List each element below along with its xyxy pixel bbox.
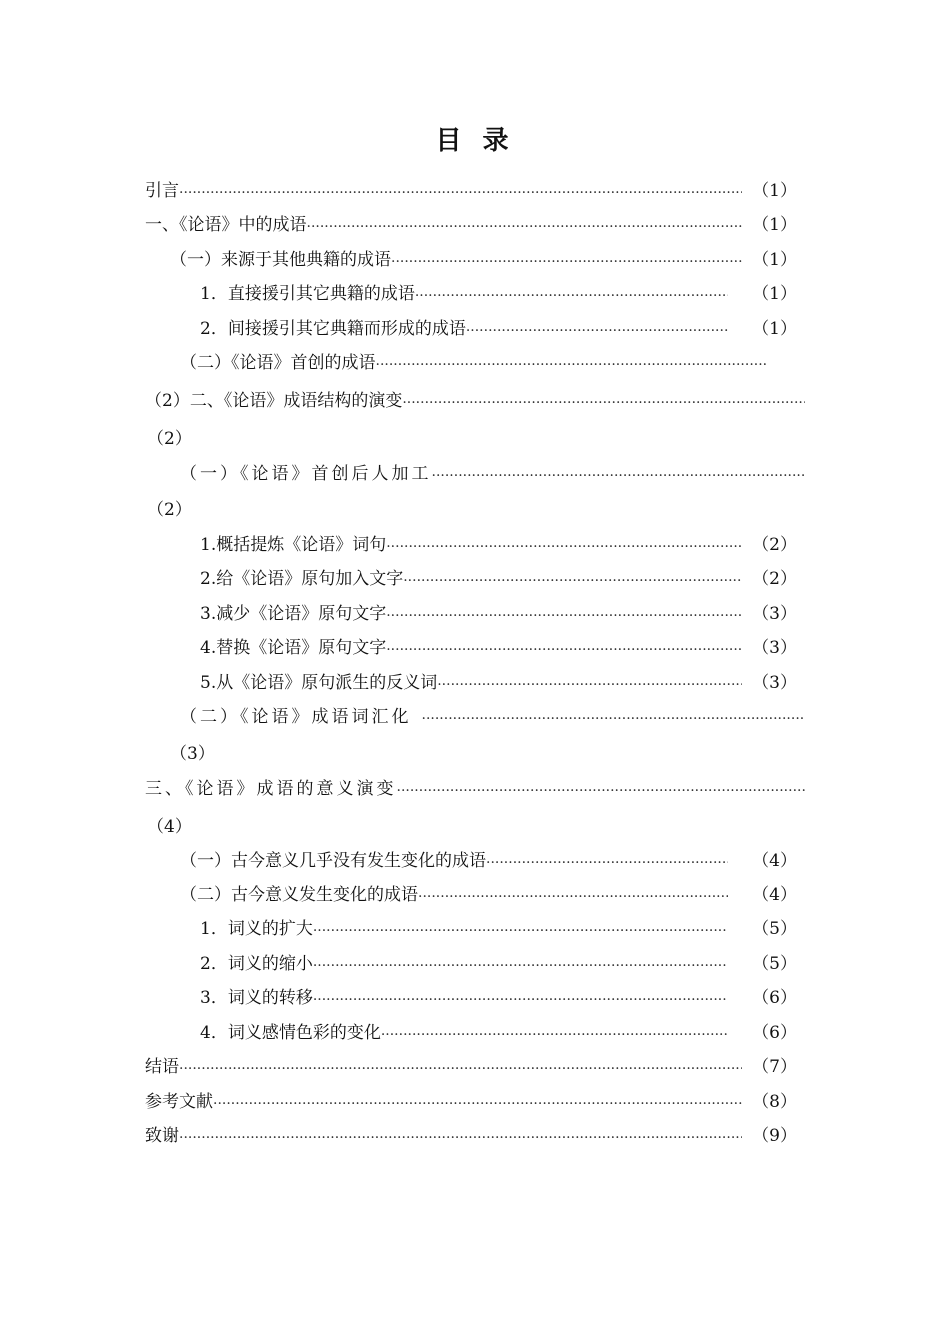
toc-leader-dots	[466, 320, 728, 342]
toc-leader-dots	[307, 216, 743, 238]
toc-leader-dots	[179, 182, 742, 204]
toc-leader-dots	[376, 354, 767, 376]
toc-entry[interactable]	[180, 848, 797, 874]
toc-leader-dots	[386, 536, 742, 558]
toc-wrapped-page: （3）	[170, 744, 215, 764]
toc-wrapped-page: （2）	[147, 500, 192, 520]
toc-entry[interactable]	[180, 350, 768, 376]
toc-leader-dots	[391, 251, 742, 273]
toc-entry-text: 致谢	[145, 1126, 179, 1146]
toc-entry[interactable]	[145, 1123, 797, 1149]
toc-entry-text: 4.替换《论语》原句文字	[200, 638, 387, 658]
toc-entry-text: 引言	[145, 181, 179, 201]
toc-entry-text: （一）《论语》首创后人加工	[180, 464, 432, 484]
toc-entry-text: （2）二、《论语》成语结构的演变	[145, 391, 403, 411]
toc-entry-text: 1.概括提炼《论语》词句	[200, 535, 387, 555]
toc-entry[interactable]	[200, 566, 797, 592]
toc-leader-dots	[313, 920, 728, 942]
toc-entry-text: 2．词义的缩小	[200, 954, 313, 974]
toc-leader-dots	[313, 989, 728, 1011]
toc-entry[interactable]	[145, 388, 807, 414]
toc-page-number: （1）	[752, 319, 797, 339]
toc-entry-text: （二）古今意义发生变化的成语	[180, 885, 418, 905]
toc-leader-dots	[422, 708, 806, 730]
toc-wrapped-page: （4）	[147, 817, 192, 837]
toc-entry[interactable]	[200, 985, 797, 1011]
toc-entry[interactable]	[200, 281, 797, 307]
toc-entry-text: 结语	[145, 1057, 179, 1077]
toc-entry-text: （二）《论语》首创的成语	[180, 353, 376, 373]
toc-entry[interactable]	[200, 601, 797, 627]
toc-leader-dots	[418, 886, 728, 908]
toc-entry[interactable]	[180, 882, 797, 908]
toc-leader-dots	[381, 1024, 728, 1046]
toc-leader-dots	[486, 852, 728, 874]
toc-leader-dots	[179, 1058, 742, 1080]
toc-page-number: （3）	[752, 638, 797, 658]
toc-entry[interactable]	[200, 532, 797, 558]
toc-entry-text: 3．词义的转移	[200, 988, 313, 1008]
toc-page-number: （1）	[752, 181, 797, 201]
toc-entry-text: 1．直接援引其它典籍的成语	[200, 284, 415, 304]
toc-entry-text: （一）古今意义几乎没有发生变化的成语	[180, 851, 486, 871]
toc-entry[interactable]	[200, 316, 797, 342]
toc-leader-dots	[403, 570, 742, 592]
toc-entry[interactable]	[200, 951, 797, 977]
toc-entry[interactable]	[200, 916, 797, 942]
toc-entry-text: （一）来源于其他典籍的成语	[170, 250, 391, 270]
toc-page-number: （3）	[752, 604, 797, 624]
toc-entry[interactable]	[145, 178, 797, 204]
toc-leader-dots	[432, 465, 806, 487]
toc-wrapped-page: （2）	[147, 429, 192, 449]
toc-title: 目 录	[435, 126, 515, 156]
toc-entry-text: 1．词义的扩大	[200, 919, 313, 939]
toc-leader-dots	[437, 674, 742, 696]
toc-entry[interactable]	[145, 212, 797, 238]
toc-page-number: （2）	[752, 569, 797, 589]
toc-entry[interactable]	[180, 704, 807, 730]
toc-page-number: （3）	[752, 673, 797, 693]
toc-entry[interactable]	[145, 776, 807, 802]
toc-entry[interactable]	[145, 1054, 797, 1080]
toc-entry-text: 一、《论语》中的成语	[145, 215, 307, 235]
toc-leader-dots	[386, 605, 742, 627]
toc-entry-text: 5.从《论语》原句派生的反义词	[200, 673, 438, 693]
toc-entry-text: 参考文献	[145, 1092, 213, 1112]
toc-entry-text: 3.减少《论语》原句文字	[200, 604, 387, 624]
toc-leader-dots	[386, 639, 742, 661]
toc-entry[interactable]	[170, 247, 797, 273]
toc-page-number: （9）	[752, 1126, 797, 1146]
toc-entry-text: 4．词义感情色彩的变化	[200, 1023, 381, 1043]
toc-leader-dots	[415, 285, 728, 307]
toc-page-number: （4）	[752, 851, 797, 871]
toc-page-number: （1）	[752, 250, 797, 270]
toc-leader-dots	[213, 1093, 742, 1115]
toc-page-number: （5）	[752, 919, 797, 939]
toc-page-number: （1）	[752, 215, 797, 235]
toc-entry-text: 2．间接援引其它典籍而形成的成语	[200, 319, 466, 339]
toc-leader-dots	[397, 780, 806, 802]
toc-entry[interactable]	[180, 461, 807, 487]
toc-leader-dots	[313, 955, 728, 977]
toc-page-number: （4）	[752, 885, 797, 905]
toc-page-number: （6）	[752, 988, 797, 1008]
toc-entry[interactable]	[200, 670, 797, 696]
toc-page-number: （2）	[752, 535, 797, 555]
toc-page-number: （7）	[752, 1057, 797, 1077]
toc-leader-dots	[179, 1127, 742, 1149]
toc-entry-text: （二）《论语》成语词汇化	[180, 707, 412, 727]
toc-entry-text: 三、《论语》成语的意义演变	[145, 779, 397, 799]
toc-entry[interactable]	[200, 1020, 797, 1046]
toc-entry-text: 2.给《论语》原句加入文字	[200, 569, 404, 589]
toc-page-number: （1）	[752, 284, 797, 304]
toc-page-number: （8）	[752, 1092, 797, 1112]
toc-page-number: （6）	[752, 1023, 797, 1043]
toc-entry[interactable]	[200, 635, 797, 661]
toc-entry[interactable]	[145, 1089, 797, 1115]
toc-page-number: （5）	[752, 954, 797, 974]
toc-leader-dots	[402, 392, 805, 414]
